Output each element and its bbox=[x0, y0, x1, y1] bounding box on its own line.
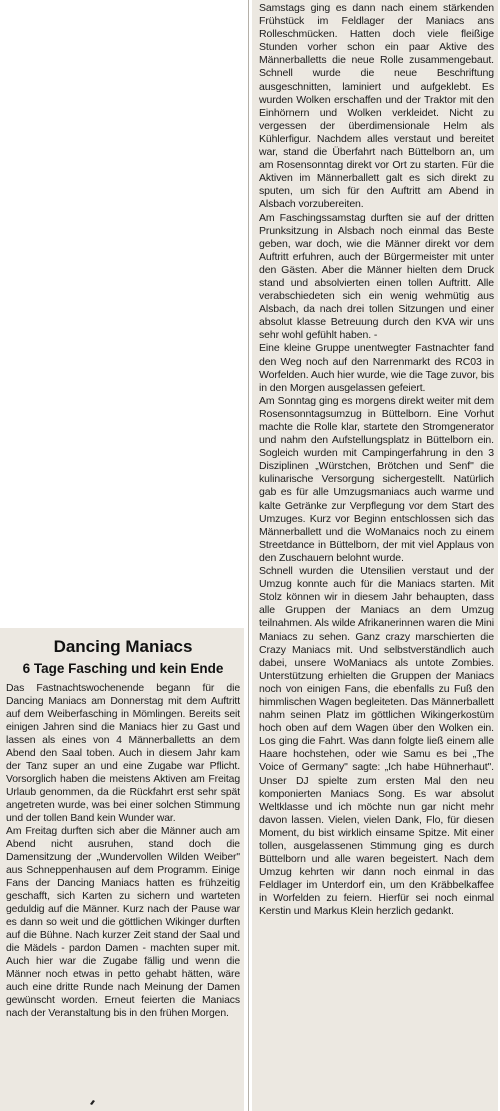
article-headline: Dancing Maniacs bbox=[53, 637, 193, 656]
article-paragraph: Schnell wurden die Utensilien verstaut und der Umzug konnte auch für die Maniacs starten. Mit Stolz können wir in diesem Jahr behaupten, dass alle Gruppen der Maniacs an dem Umzug teilnahmen. Als wilde Afrikanerinnen waren die Mini Maniacs zu sehen. Ganz crazy marschierten die Crazy Maniacs mit. Und selbstverständlich auch dabei, unsere WoManiacs als untote Zombies. Unterstützung erhielten die Gruppen der Maniacs noch von einigen Fans, die ebenfalls zu Fuß den himmlischen Wagen begleiteten. Das Männerballett nahm seinen Platz im göttlichen Wikingerkostüm hoch oben auf dem Wagen über den Wolken ein. Los ging die Fahrt. Was dann folgte ließ einem alle Haare hochstehen, oder wie Samu es bei „The Voice of Germany" sagte: „Ich habe Hühnerhaut". Unser DJ spielte zum ersten Mal den neu komponierten Maniacs Song. Es war absolut Weltklasse und ich möchte nun gar nicht mehr davon lassen. Vielen, vielen Dank, Flo, für diesen Moment, du bist wirklich einsame Spitze. Mit einer tollen, ausgelassenen Stimmung ging es durch Büttelborn und alle waren begeistert. Nach dem Umzug kehrten wir dann noch einmal in das Feldlager im Unterdorf ein, um den Kräbbelkaffee in Worfelden zu feiern. Hierfür sei noch einmal Kerstin und Markus Klein herzlich gedankt. bbox=[259, 565, 494, 918]
ink-dot-icon bbox=[89, 1098, 97, 1106]
article-subheadline: 6 Tage Fasching und kein Ende bbox=[22, 661, 224, 676]
article-paragraph: Am Sonntag ging es morgens direkt weiter mit dem Rosensonntagsumzug in Büttelborn. Eine Vorhut machte die Rolle klar, startete den Stromgenerator und nahm den Aufstellungsplatz in Büttelborn ein. Sogleich wurden mit Campingerfahrung in den 3 Disziplinen „Würstchen, Brötchen und Senf" die kulinarische Versorgung sichergestellt. Natürlich gab es für alle Umzugsmaniacs auch warme und kalte Getränke zur Verpflegung vor dem Start des Umzuges. Kurz vor Beginn entschlossen sich das Männerballett und die WoManaics noch zu einem Streetdance in Büttelborn, der mit viel Applaus von den Zuschauern belohnt wurde. bbox=[259, 394, 494, 564]
article-right-column bbox=[252, 0, 498, 1111]
blank-area bbox=[0, 0, 246, 628]
article-paragraph: Eine kleine Gruppe unentwegter Fastnachter fand den Weg noch auf den Narrenmarkt des RC03 in Worfelden. Auch hier wurde, wie die Tage zuvor, bis in den Morgen ausgelassen gefeiert. bbox=[259, 342, 494, 394]
article-paragraph: Am Freitag durften sich aber die Männer auch am Abend nicht ausruhen, stand doch die Damensitzung der „Wundervollen Wilden Weiber" aus Schneppenhausen auf dem Programm. Einige Fans der Dancing Maniacs hatten es frühzeitig geschafft, sich Karten zu sichern und warteten geduldig auf die Männer. Kurz nach der Pause war es dann so weit und die göttlichen Wikinger durften auf die Bühne. Nach kurzer Zeit stand der Saal und die Mädels - pardon Damen - machten super mit. Auch hier war die Zugabe fällig und wenn die Männer noch etwas in petto gehabt hätten, wäre auch eine dritte Runde nach Meinung der Damen gewünscht worden. Erneut feierten die Maniacs nach der Veranstaltung bis in den frühen Morgen. bbox=[6, 826, 240, 1019]
article-paragraph: Am Faschingssamstag durften sie auf der dritten Prunksitzung in Alsbach noch einmal das Beste geben, war doch, wie die Männer direkt vor dem Auftritt erfuhren, auch der Bürgermeister mit unter den Gästen. Aber die Männer hielten dem Druck stand und absolvierten einen tollen Auftritt. Alle verabschiedeten sich ein wenig wehmütig aus Alsbach, da nach drei tollen Sitzungen und einer absolut klasse Betreuung durch den KVA wir uns sehr wohl gefühlt haben. - bbox=[259, 211, 494, 342]
column-divider bbox=[248, 0, 249, 1111]
article-paragraph: Das Fastnachtswochenende begann für die Dancing Maniacs am Donnerstag mit dem Auftritt auf dem Weiberfasching in Mömlingen. Bereits seit einigen Jahren sind die Maniacs hier zu Gast und lassen als eines von 4 Männerballetts an dem Abend den Saal toben. Auch in diesem Jahr kam der Tanz super an und eine Zugabe war Pflicht. Vorsorglich haben die meistens Aktiven am Freitag Urlaub genommen, da die Rückfahrt erst sehr spät angetreten wurde, was bei einer solchen Stimmung und der tollen Band kein Wunder war. bbox=[6, 683, 240, 824]
article-left-column bbox=[0, 628, 244, 1111]
article-paragraph: Samstags ging es dann nach einem stärkenden Frühstück im Feldlager der Maniacs ans Rolleschmücken. Hatten doch viele fleißige Stunden vorher schon ein paar Aktive des Männerballetts die neue Rolle zusammengebaut. Schnell wurde die neue Beschriftung ausgeschnitten, laminiert und aufgeklebt. Es wurden Wolken erschaffen und der Traktor mit den Einhörnern und Wolken verkleidet. Nicht zu vergessen der überdimensionale Helm als Kühlerfigur. Nachdem alles verstaut und bereitet war, stand die Überfahrt nach Büttelborn an, um am Rosensonntag direkt vor Ort zu starten. Für die Aktiven im Männerballett galt es sich direkt zu sputen, um sich für den Auftritt am Abend in Alsbach vorzubereiten. bbox=[259, 2, 494, 211]
